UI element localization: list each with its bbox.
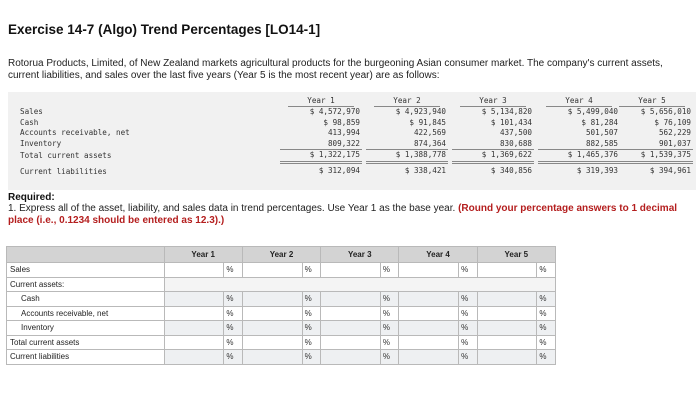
year-header: Year 5	[619, 96, 685, 107]
grid-label-accounts-receivable: Accounts receivable, net	[7, 306, 165, 321]
cash-year4-input[interactable]	[399, 292, 459, 307]
data-column-year5	[611, 96, 693, 176]
cash-value: $ 101,434	[490, 117, 532, 127]
tca-year4-input[interactable]	[399, 335, 459, 350]
pct-sign: %	[380, 350, 399, 365]
sales-value: $ 4,572,970	[309, 107, 360, 116]
pct-sign: %	[537, 292, 556, 307]
ar-year1-input[interactable]	[164, 306, 224, 321]
tca-year1-input[interactable]	[164, 335, 224, 350]
row-label-ar: Accounts receivable, net	[20, 128, 130, 137]
cash-value: $ 98,859	[323, 117, 360, 127]
year-header: Year 3	[460, 96, 526, 107]
pct-sign: %	[537, 306, 556, 321]
sales-year5-input[interactable]	[477, 263, 537, 278]
ar-value: 437,500	[499, 128, 532, 137]
grid-row-current-liabilities	[7, 350, 556, 365]
exercise-title: Exercise 14-7 (Algo) Trend Percentages [LO14-1]	[8, 22, 321, 37]
grid-row-inventory	[7, 321, 556, 336]
inventory-year3-input[interactable]	[321, 321, 381, 336]
pct-sign: %	[380, 335, 399, 350]
required-heading: Required:	[8, 192, 55, 203]
inventory-year4-input[interactable]	[399, 321, 459, 336]
pct-sign: %	[224, 263, 243, 278]
grid-row-total-current-assets	[7, 335, 556, 350]
pct-sign: %	[224, 335, 243, 350]
sales-year1-input[interactable]	[164, 263, 224, 278]
pct-sign: %	[459, 350, 478, 365]
pct-sign: %	[302, 321, 321, 336]
inventory-value: 901,037	[611, 139, 693, 151]
pct-sign: %	[380, 263, 399, 278]
pct-sign: %	[537, 350, 556, 365]
pct-sign: %	[459, 306, 478, 321]
tca-year2-input[interactable]	[242, 335, 302, 350]
grid-label-sales: Sales	[7, 263, 165, 278]
row-label-sales: Sales	[20, 107, 43, 116]
ar-value: 422,569	[413, 128, 446, 137]
cl-year4-input[interactable]	[399, 350, 459, 365]
pct-sign: %	[459, 335, 478, 350]
grid-header-year2: Year 2	[242, 247, 320, 263]
grid-row-sales	[7, 263, 556, 278]
pct-sign: %	[302, 292, 321, 307]
inventory-year5-input[interactable]	[477, 321, 537, 336]
cash-year2-input[interactable]	[242, 292, 302, 307]
sales-value: $ 5,656,010	[640, 107, 691, 116]
sales-year4-input[interactable]	[399, 263, 459, 278]
cl-year1-input[interactable]	[164, 350, 224, 365]
inventory-year2-input[interactable]	[242, 321, 302, 336]
total-current-assets-value: $ 1,388,778	[366, 150, 448, 164]
sales-value: $ 5,499,040	[567, 107, 618, 116]
grid-row-cash	[7, 292, 556, 307]
year-header: Year 4	[546, 96, 612, 107]
pct-sign: %	[380, 306, 399, 321]
pct-sign: %	[537, 321, 556, 336]
sales-year3-input[interactable]	[321, 263, 381, 278]
ar-value: 413,994	[327, 128, 360, 137]
row-label-inventory: Inventory	[20, 138, 62, 148]
cash-year3-input[interactable]	[321, 292, 381, 307]
cl-year3-input[interactable]	[321, 350, 381, 365]
tca-year3-input[interactable]	[321, 335, 381, 350]
ar-year4-input[interactable]	[399, 306, 459, 321]
year-header: Year 2	[374, 96, 440, 107]
current-liabilities-value: $ 319,393	[576, 165, 618, 175]
inventory-year1-input[interactable]	[164, 321, 224, 336]
trend-percentage-grid	[6, 246, 556, 365]
grid-header-year3: Year 3	[321, 247, 399, 263]
grid-label-current-liabilities: Current liabilities	[7, 350, 165, 365]
ar-value: 562,229	[658, 128, 691, 137]
data-table	[8, 92, 696, 190]
total-current-assets-value: $ 1,465,376	[538, 150, 620, 164]
pct-sign: %	[459, 292, 478, 307]
pct-sign: %	[224, 292, 243, 307]
sales-year2-input[interactable]	[242, 263, 302, 278]
inventory-value: 882,585	[538, 139, 620, 151]
ar-year5-input[interactable]	[477, 306, 537, 321]
pct-sign: %	[302, 335, 321, 350]
grid-corner	[7, 247, 165, 263]
grid-row-accounts-receivable	[7, 306, 556, 321]
cash-value: $ 81,284	[581, 117, 618, 127]
data-column-year4	[538, 96, 620, 176]
row-label-total-current-assets: Total current assets	[20, 151, 112, 160]
grid-label-inventory: Inventory	[7, 321, 165, 336]
current-liabilities-value: $ 394,961	[649, 165, 691, 175]
pct-sign: %	[459, 321, 478, 336]
tca-year5-input[interactable]	[477, 335, 537, 350]
data-column-year1	[280, 96, 362, 176]
grid-header-year4: Year 4	[399, 247, 477, 263]
pct-sign: %	[302, 306, 321, 321]
inventory-value: 830,688	[452, 139, 534, 151]
pct-sign: %	[537, 335, 556, 350]
current-liabilities-value: $ 338,421	[404, 165, 446, 175]
pct-sign: %	[459, 263, 478, 278]
pct-sign: %	[302, 350, 321, 365]
total-current-assets-value: $ 1,539,375	[611, 150, 693, 164]
pct-sign: %	[224, 306, 243, 321]
year-header: Year 1	[288, 96, 354, 107]
pct-sign: %	[224, 321, 243, 336]
data-column-year3	[452, 96, 534, 176]
cash-year1-input[interactable]	[164, 292, 224, 307]
rounding-note: (Round your percentage answers to 1 decimal place (i.e., 0.1234 should be entered as 12.3).)	[8, 203, 678, 226]
row-label-cash: Cash	[20, 117, 39, 127]
sales-value: $ 5,134,820	[481, 107, 532, 116]
required-instructions	[8, 203, 688, 226]
grid-header-row	[7, 247, 556, 263]
required-text: 1. Express all of the asset, liability, and sales data in trend percentages. Use Year 1 as the base year.	[8, 203, 456, 214]
pct-sign: %	[302, 263, 321, 278]
total-current-assets-value: $ 1,369,622	[452, 150, 534, 164]
grid-header-year5: Year 5	[477, 247, 555, 263]
ar-year2-input[interactable]	[242, 306, 302, 321]
data-column-year2	[366, 96, 448, 176]
cash-value: $ 76,109	[654, 117, 691, 127]
current-liabilities-value: $ 340,856	[490, 165, 532, 175]
grid-header-year1: Year 1	[164, 247, 242, 263]
inventory-value: 809,322	[280, 139, 362, 151]
cash-year5-input[interactable]	[477, 292, 537, 307]
sales-value: $ 4,923,940	[395, 107, 446, 116]
grid-label-current-assets: Current assets:	[7, 277, 165, 292]
grid-label-total-current-assets: Total current assets	[7, 335, 165, 350]
current-liabilities-value: $ 312,094	[318, 165, 360, 175]
row-label-current-liabilities: Current liabilities	[20, 167, 107, 176]
pct-sign: %	[380, 321, 399, 336]
grid-row-current-assets	[7, 277, 556, 292]
blank-cells	[164, 277, 555, 292]
ar-value: 501,507	[585, 128, 618, 137]
inventory-value: 874,364	[366, 139, 448, 151]
grid-label-cash: Cash	[7, 292, 165, 307]
cash-value: $ 91,845	[409, 117, 446, 127]
pct-sign: %	[537, 263, 556, 278]
pct-sign: %	[380, 292, 399, 307]
ar-year3-input[interactable]	[321, 306, 381, 321]
cl-year5-input[interactable]	[477, 350, 537, 365]
problem-intro: Rotorua Products, Limited, of New Zealand markets agricultural products for the burgeoning Asian consumer market. The company's current assets, current liabilities, and sales over the last five years (Year 5 is the most recent year) are as follows:	[8, 58, 663, 81]
total-current-assets-value: $ 1,322,175	[280, 150, 362, 164]
cl-year2-input[interactable]	[242, 350, 302, 365]
pct-sign: %	[224, 350, 243, 365]
